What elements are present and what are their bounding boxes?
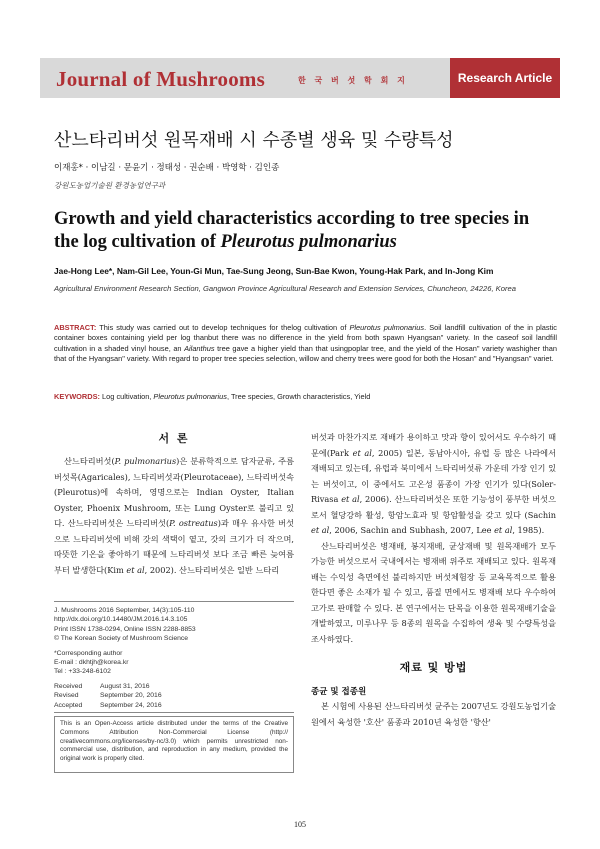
- methods-heading: 재료 및 방법: [399, 661, 468, 674]
- right-column: [311, 430, 556, 730]
- intro-heading: 서 론: [158, 432, 190, 445]
- dates: Received August 31, 2016 Revised September 20, 2016 Accepted September 24, 2016: [54, 682, 162, 709]
- article-type-badge: Research Article: [450, 58, 560, 98]
- keywords-label: KEYWORDS:: [54, 392, 100, 401]
- abstract: ABSTRACT: This study was carried out to develop techniques for thelog cultivation of Pleurotus pulmonarius. Soil landfill cultivation of the in plastic container boxes containing yield per log thanbut there was no difference in the yield from both spawn Hyangsan" variety. In the caseof soil landfill cultivation in a shaded vinyl house, an Ailanthus tree gave a higher yield than that usingpoplar tree, and the yield of the Hosan" variety washigher than that of the Hyangsan" variety. With regard to proper tree species selection, willow and cherry trees were good for both the Hosan" and "Hyangsan" variet.: [54, 323, 558, 364]
- left-column: [54, 430, 294, 578]
- intro-paragraph-2: 산느타리버섯은 병재배, 봉지재배, 균상재배 및 원목재배가 모두 가능한 버섯으로서 국내에서는 병재배 위주로 재배되고 있다. 원목재배는 수익성 측면에선 불리하지만 버섯체험장 등 교육목적으로 활용한다면 좋은 소재가 될 수 있고, 품질 면에서도 병재배 보다 우수하여 고가로 판매할 수 있다. 본 연구에서는 단목을 이용한 원목재배기술을 개발하였고, 미루나무 등 8종의 원목을 수집하여 생육 및 수량특성을 조사하였다.: [311, 540, 556, 644]
- corresponding-author: *Corresponding author: [54, 649, 123, 657]
- telephone: Tel : +33-248-6102: [54, 668, 111, 676]
- english-title: Growth and yield characteristics according to tree species in the log cultivation of Pleurotus pulmonarius: [54, 209, 530, 252]
- english-affiliation: Agricultural Environment Research Section, Gangwon Province Agricultural Research and Extension Services, Chuncheon, 24226, Korea: [54, 284, 516, 293]
- citation: J. Mushrooms 2016 September, 14(3):105-110: [54, 607, 195, 614]
- korean-title: 산느타리버섯 원목재배 시 수종별 생육 및 수량특성: [54, 130, 454, 151]
- species-name: Pleurotus pulmonarius: [220, 232, 397, 252]
- korean-authors: 이재홍* · 이남길 · 문윤기 · 정태성 · 권순배 · 박영학 · 김인종: [54, 163, 280, 173]
- doi-link[interactable]: http://dx.doi.org/10.14480/JM.2016.14.3.105: [54, 616, 188, 624]
- issn: Print ISSN 1738-0294, Online ISSN 2288-8853: [54, 625, 196, 633]
- article-info-box: [54, 601, 294, 713]
- journal-korean-name: 한 국 버 섯 학 회 지: [298, 76, 408, 85]
- methods-paragraph: 본 시험에 사용된 산느타리버섯 균주는 2007년도 강원도농업기술원에서 육성한 '호산' 품종과 2010년 육성한 '향산': [311, 701, 556, 727]
- methods-subheading: 종균 및 접종원: [311, 687, 367, 697]
- intro-paragraph-cont: 버섯과 마찬가지로 재배가 용이하고 맛과 향이 있어서도 우수하기 때문에(Park et al, 2005) 일본, 동남아시아, 유럽 등 많은 나라에서 재배되고 있는데, 유럽과 북미에서 느타리버섯류 가운데 가장 인기 있는 버섯이고, 이 중에서도 고온성 품종이 가장 인기가 있다(Soler-Rivasa et al, 2006). 산느타리버섯은 또한 기능성이 풍부한 버섯으로서 혈당강하 활성, 항암노효과 및 항암활성을 갖고 있다 (Sachin et al, 2006, Sachin and Subhash, 2007, Lee et al, 1985).: [311, 432, 556, 535]
- email[interactable]: E-mail : dkhtjh@korea.kr: [54, 659, 129, 667]
- intro-paragraph: 산느타리버섯(P. pulmonarius)은 분류학적으로 담자균류, 주름버섯목(Agaricales), 느타리버섯과(Pleurotaceae), 느타리버섯속(Pleurotus)에 속하며, 영명으로는 Indian Oyster, Italian Oyster, Phoenix Mushroom, 또는 Lung Oyster로 불리고 있다. 산느타리버섯은 느타리버섯(P. ostreatus)과 매우 유사한 버섯으로 느타리버섯에 비해 갓의 색택이 옅고, 갓의 크기가 더 작으며, 따뜻한 기온을 좋아하기 때문에 느타리버섯 보다 조금 빠른 늦여름부터 발생한다(Kim et al, 2002). 산느타리버섯은 일반 느타리: [54, 456, 294, 575]
- page-number: 105: [294, 820, 306, 829]
- journal-name: Journal of Mushrooms: [56, 67, 265, 91]
- license-box: This is an Open-Access article distributed under the terms of the Creative Commons Attribution Non-Commercial License (http:// creativecommons.org/licenses/by-nc/3.0) which permits unrestricted non-commercial use, distribution, and reproduction in any medium, provided the original work is properly cited.: [54, 716, 294, 773]
- abstract-label: ABSTRACT:: [54, 323, 97, 332]
- english-authors: Jae-Hong Lee*, Nam-Gil Lee, Youn-Gi Mun, Tae-Sung Jeong, Sun-Bae Kwon, Young-Hak Park, and In-Jong Kim: [54, 266, 494, 276]
- keywords: KEYWORDS: Log cultivation, Pleurotus pulmonarius, Tree species, Growth characteristics, Yield: [54, 392, 371, 401]
- journal-header: [40, 58, 560, 98]
- copyright: © The Korean Society of Mushroom Science: [54, 635, 189, 643]
- korean-affiliation: 강원도농업기술원 환경농업연구과: [54, 181, 166, 190]
